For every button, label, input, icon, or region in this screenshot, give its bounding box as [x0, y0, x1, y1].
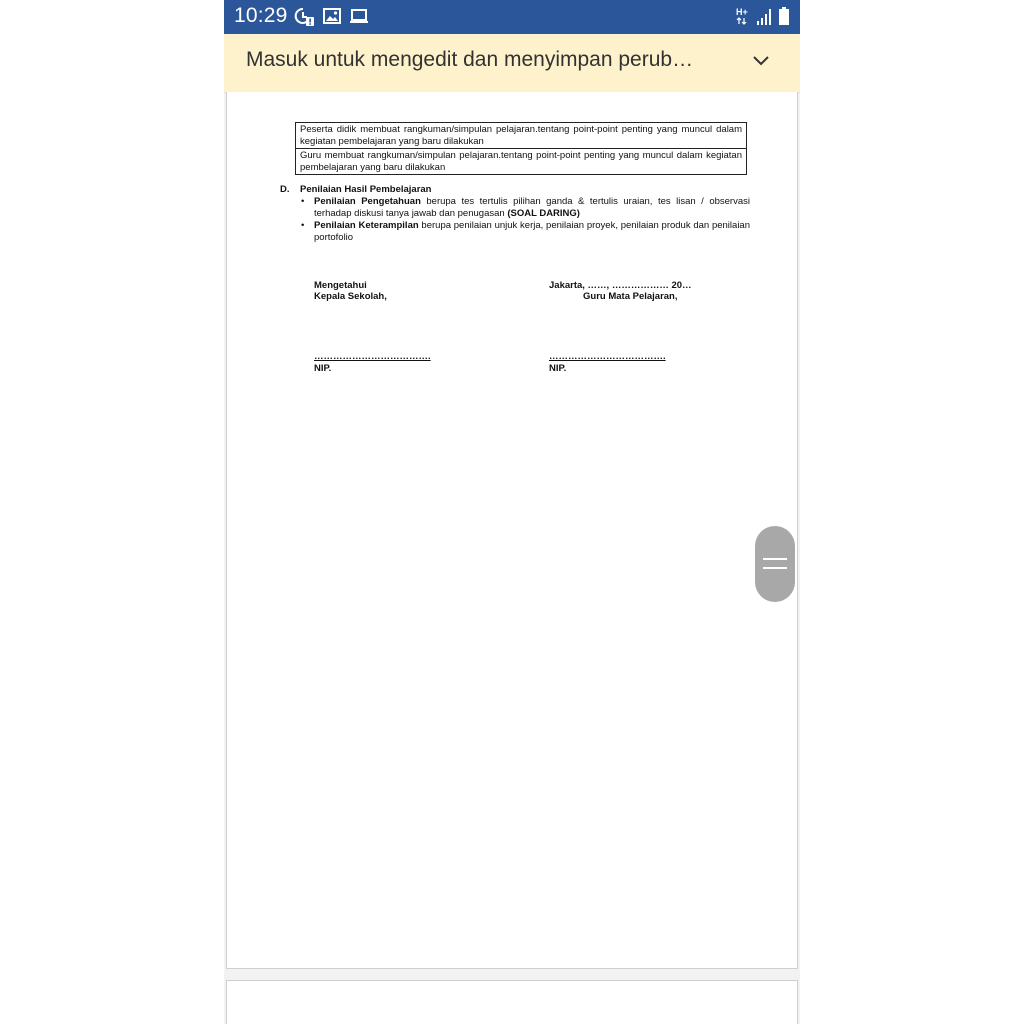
network-label: H+ — [736, 7, 748, 17]
table-cell: Peserta didik membuat rangkuman/simpulan pelajaran.tentang point-point penting yang muncul dalam kegiatan pembelajaran yang baru dilakukan — [296, 123, 747, 149]
list-item-bold: Penilaian Pengetahuan — [314, 196, 421, 207]
list-item — [300, 220, 750, 244]
banner-message[interactable]: Masuk untuk mengedit dan menyimpan perub… — [246, 48, 694, 71]
table-row — [296, 123, 747, 149]
list-item-bold-end: (SOAL DARING) — [507, 208, 580, 219]
list-item — [300, 196, 750, 220]
grip-line — [763, 567, 787, 569]
document-page[interactable] — [226, 92, 798, 969]
clock-time: 10:29 — [234, 4, 288, 27]
signal-icon — [756, 8, 772, 26]
closing-activities-table — [295, 122, 747, 175]
list-item-bold: Penilaian Keterampilan — [314, 220, 419, 231]
table-cell: Guru membuat rangkuman/simpulan pelajaran.tentang point-point penting yang muncul dalam kegiatan pembelajaran yang baru dilakukan — [296, 149, 747, 175]
laptop-icon — [349, 7, 369, 25]
bullet-icon: • — [301, 196, 305, 207]
status-bar — [224, 0, 800, 34]
next-document-page[interactable] — [226, 980, 798, 1024]
signature-right-nip: NIP. — [549, 363, 567, 374]
network-h-plus-icon — [736, 6, 750, 26]
section-title: Penilaian Hasil Pembelajaran — [300, 184, 432, 195]
signature-left-dots: ………………………………. — [314, 351, 431, 362]
section-letter: D. — [280, 184, 290, 195]
signature-left-nip: NIP. — [314, 363, 332, 374]
table-row — [296, 149, 747, 175]
phone-screen — [224, 0, 800, 1024]
signature-left-line1: Mengetahui — [314, 280, 367, 291]
sync-alert-icon — [294, 7, 316, 27]
bullet-icon: • — [301, 220, 305, 231]
document-content — [227, 92, 797, 968]
signature-right-dots: ………………………………. — [549, 351, 666, 362]
scrollbar-handle[interactable] — [755, 526, 795, 602]
battery-icon — [778, 6, 790, 26]
sign-in-banner[interactable] — [224, 34, 800, 93]
assessment-list — [300, 196, 750, 244]
signature-left-line2: Kepala Sekolah, — [314, 291, 387, 302]
gallery-icon — [323, 7, 341, 25]
list-item-text: berupa penilaian unjuk kerja, penilaian proyek, penilaian produk dan penilaian portofolio — [314, 220, 750, 243]
signature-right-line2: Guru Mata Pelajaran, — [583, 291, 678, 302]
grip-line — [763, 558, 787, 560]
chevron-down-icon[interactable] — [752, 54, 770, 68]
list-item-text: berupa tes tertulis pilihan ganda & tertulis uraian, tes lisan / observasi terhadap diskusi tanya jawab dan penugasan — [314, 196, 750, 219]
signature-right-line1: Jakarta, ……, ……………… 20… — [549, 280, 692, 291]
